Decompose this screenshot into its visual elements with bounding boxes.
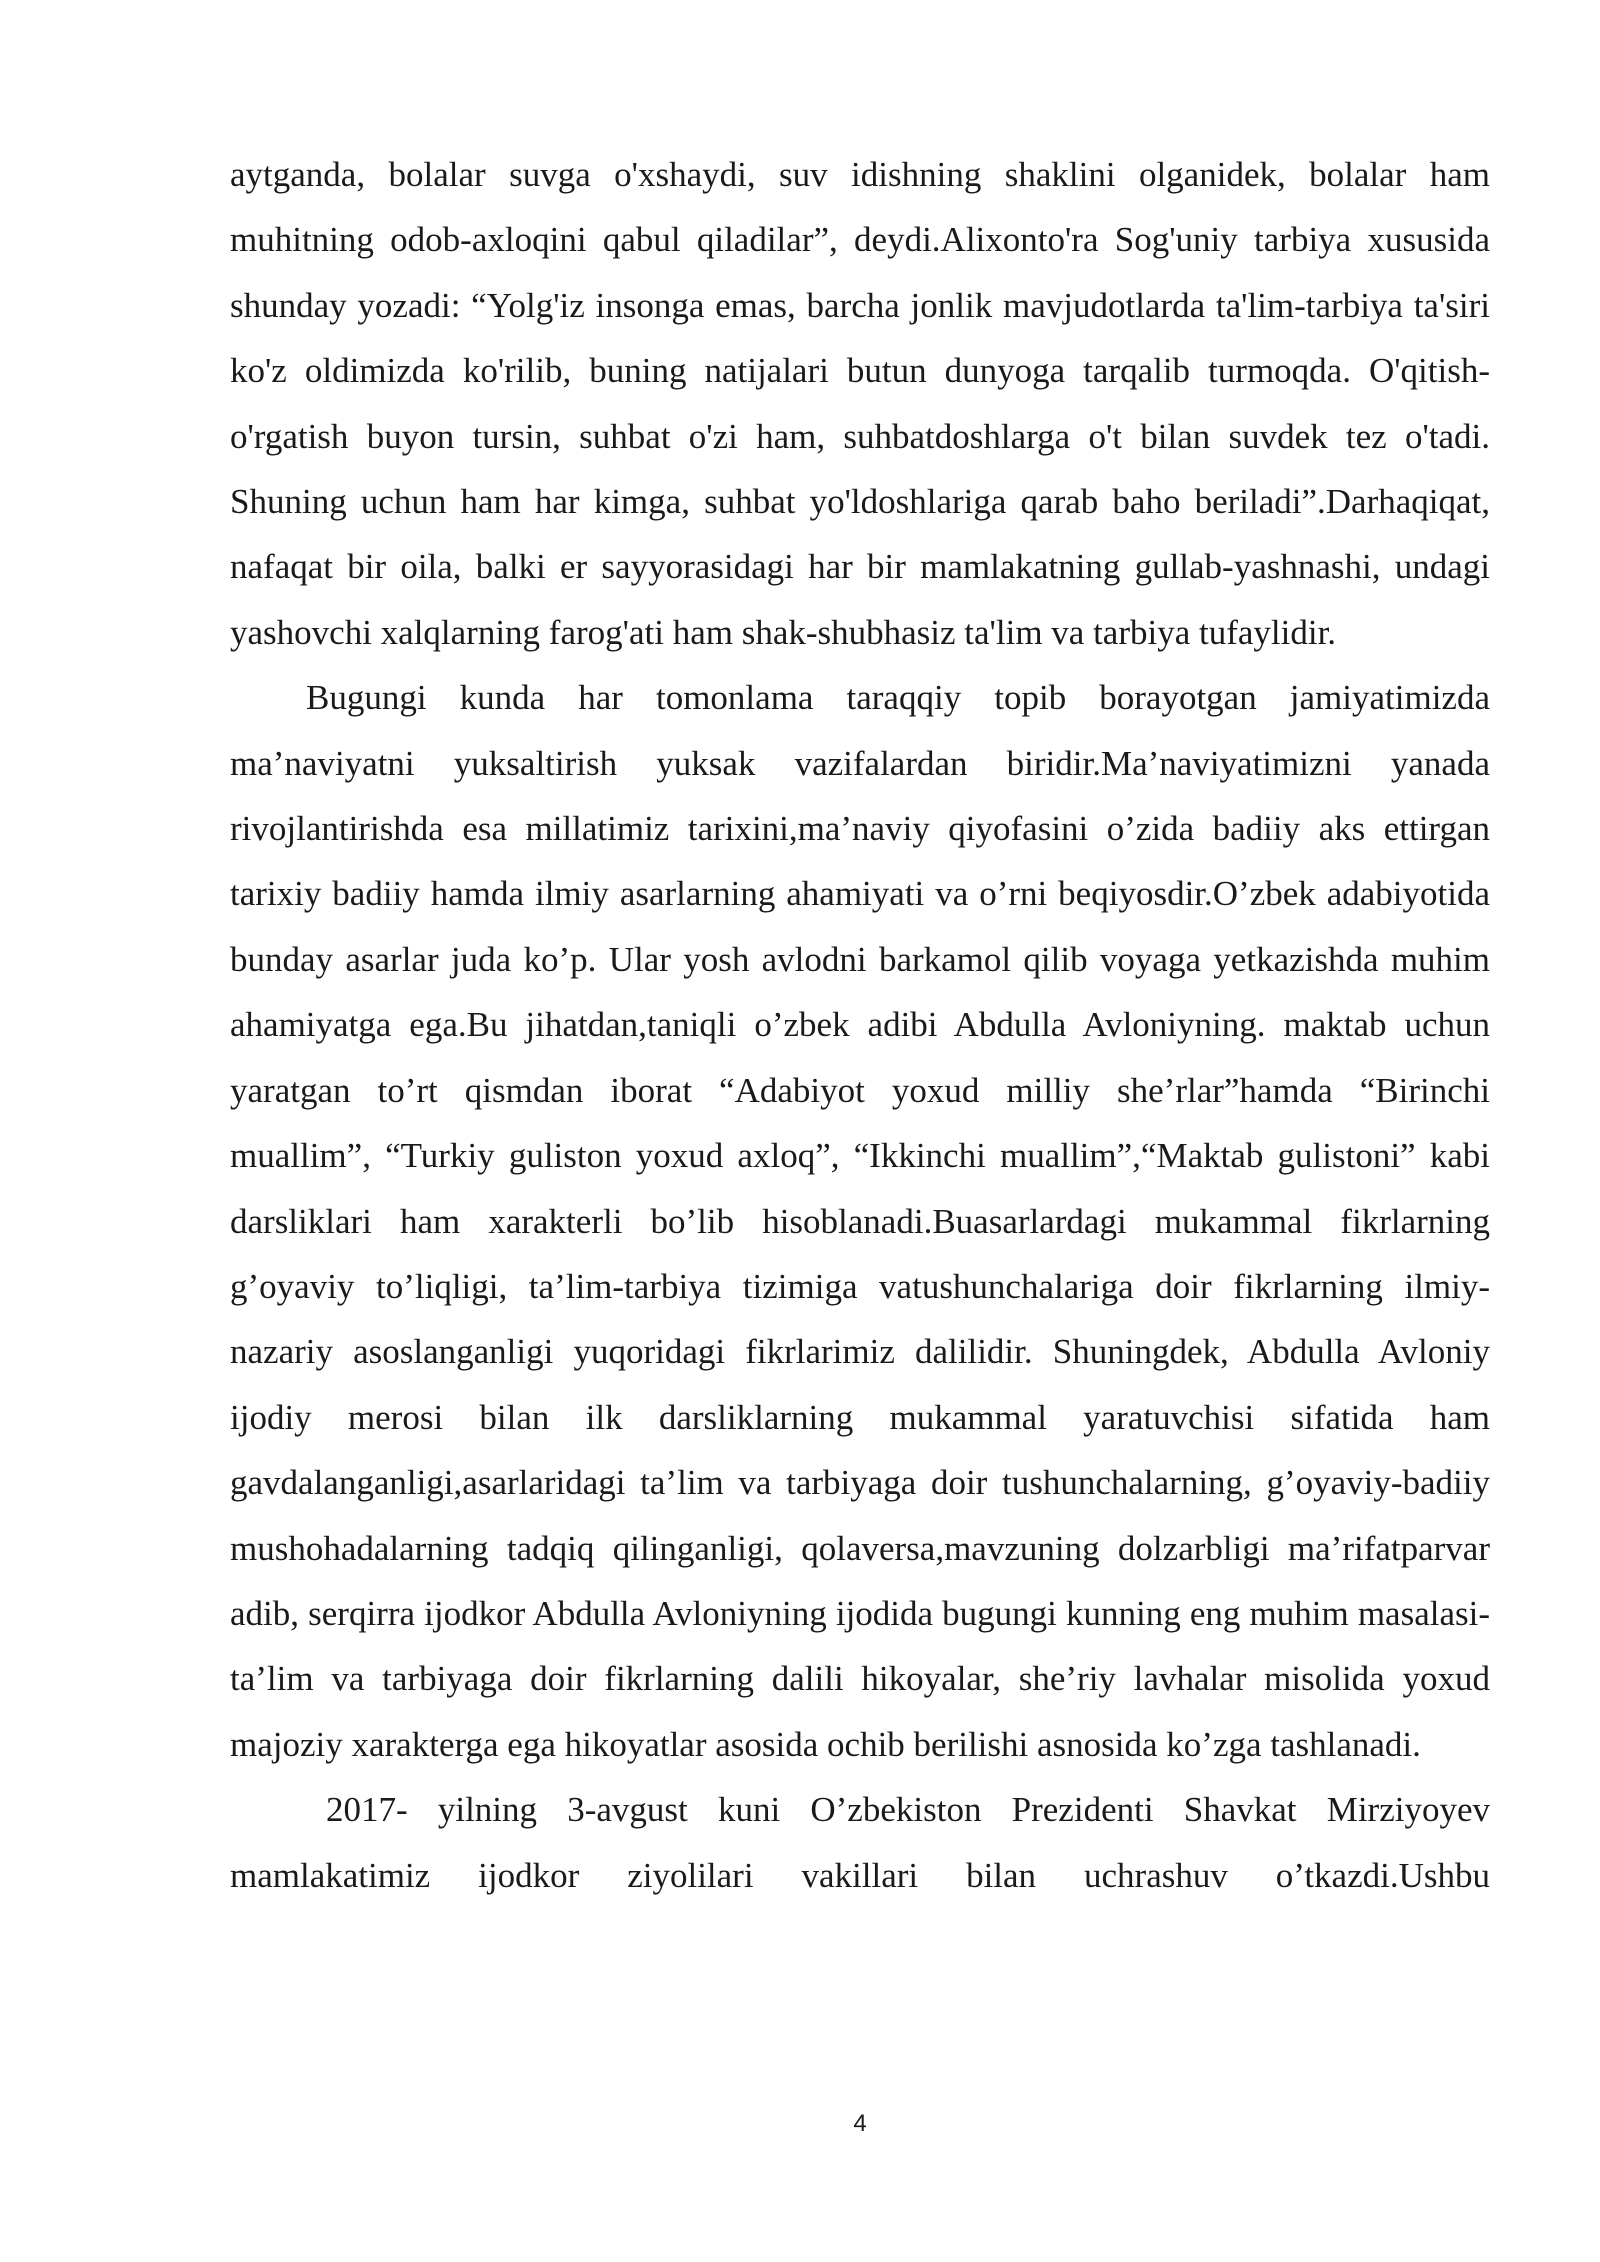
paragraph-3: 2017- yilning 3-avgust kuni O’zbekiston Prezidenti Shavkat Mirziyoyev mamlakatimiz ijodkor ziyolilari vakillari bilan uchrashuv o’tkazdi.Ushbu <box>230 1790 1490 1895</box>
paragraph-2: Bugungi kunda har tomonlama taraqqiy topib borayotgan jamiyatimizda ma’naviyatni yuksaltirish yuksak vazifalardan biridir.Ma’naviyatimizni yanada rivojlantirishda esa millatimiz tarixini,ma’naviy qiyofasini o’zida badiiy aks ettirgan tarixiy badiiy hamda ilmiy asarlarning ahamiyati va o’rni beqiyosdir.O’zbek adabiyotida bunday asarlar juda ko’p. Ular yosh avlodni barkamol qilib voyaga yetkazishda muhim ahamiyatga ega.Bu jihatdan,taniqli o’zbek adibi Abdulla Avloniyning. maktab uchun yaratgan to’rt qismdan iborat “Adabiyot yoxud milliy she’rlar”hamda “Birinchi muallim”, “Turkiy guliston yoxud axloq”, “Ikkinchi muallim”,“Maktab gulistoni” kabi darsliklari ham xarakterli bo’lib hisoblanadi.Buasarlardagi mukammal fikrlarning g’oyaviy to’liqligi, ta’lim-tarbiya tizimiga vatushunchalariga doir fikrlarning ilmiy-nazariy asoslanganligi yuqoridagi fikrlarimiz dalilidir. Shuningdek, Abdulla Avloniy ijodiy merosi bilan ilk darsliklarning mukammal yaratuvchisi sifatida ham gavdalanganligi,asarlaridagi ta’lim va tarbiyaga doir tushunchalarning, g’oyaviy-badiiy mushohadalarning tadqiq qilinganligi, qolaversa,mavzuning dolzarbligi ma’rifatparvar adib, serqirra ijodkor Abdulla Avloniyning ijodida bugungi kunning eng muhim masalasi-ta’lim va tarbiyaga doir fikrlarning dalili hikoyalar, she’riy lavhalar misolida yoxud majoziy xarakterga ega hikoyatlar asosida ochib berilishi asnosida ko’zga tashlanadi. <box>230 678 1490 1764</box>
page-body <box>230 142 1490 1908</box>
page-number: 4 <box>853 2110 867 2137</box>
paragraph-1: aytganda, bolalar suvga o'xshaydi, suv idishning shaklini olganidek, bolalar ham muhitning odob-axloqini qabul qiladilar”, deydi.Alixonto'ra Sog'uniy tarbiya xususida shunday yozadi: “Yolg'iz insonga emas, barcha jonlik mavjudotlarda ta'lim-tarbiya ta'siri ko'z oldimizda ko'rilib, buning natijalari butun dunyoga tarqalib turmoqda. O'qitish-o'rgatish buyon tursin, suhbat o'zi ham, suhbatdoshlarga o't bilan suvdek tez o'tadi. Shuning uchun ham har kimga, suhbat yo'ldoshlariga qarab baho beriladi”.Darhaqiqat, nafaqat bir oila, balki er sayyorasidagi har bir mamlakatning gullab-yashnashi, undagi yashovchi xalqlarning farog'ati ham shak-shubhasiz ta'lim va tarbiya tufaylidir. <box>230 155 1490 652</box>
